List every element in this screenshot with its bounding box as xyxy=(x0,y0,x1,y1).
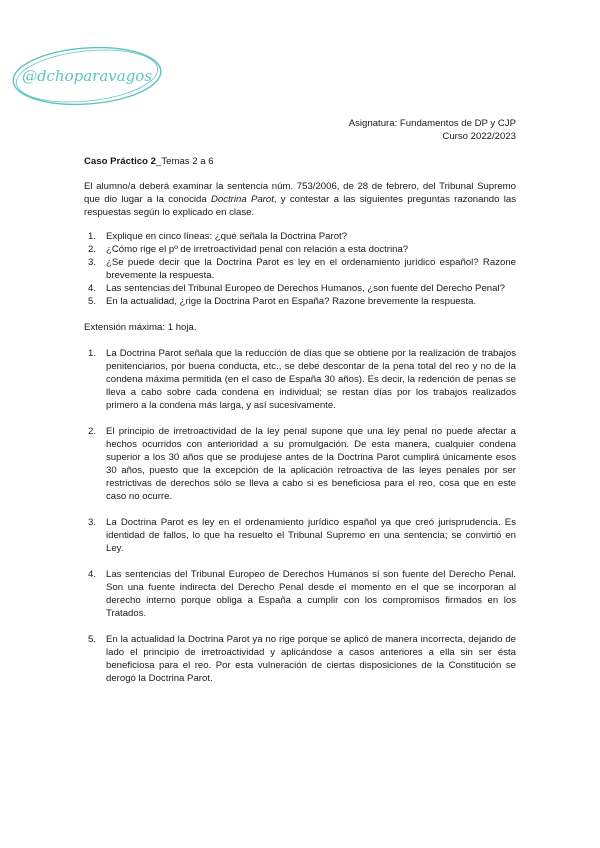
logo-watermark xyxy=(8,38,166,114)
answer-item xyxy=(84,568,516,620)
question-text: Explique en cinco líneas: ¿qué señala la Doctrina Parot? xyxy=(106,231,348,242)
answer-item xyxy=(84,516,516,555)
answer-item xyxy=(84,425,516,503)
question-text: Las sentencias del Tribunal Europeo de Derechos Humanos, ¿son fuente del Derecho Penal? xyxy=(106,283,505,294)
question-text: En la actualidad, ¿rige la Doctrina Parot en España? Razone brevemente la respuesta. xyxy=(106,296,477,307)
answer-text: Las sentencias del Tribunal Europeo de Derechos Humanos sí son fuente del Derecho Penal. Son una fuente indirecta del Derecho Penal desde el momento en el que se incorporan al derecho interno porque obliga a España a cumplir con los compromisos firmados en los Tratados. xyxy=(106,569,516,619)
answer-number: 4. xyxy=(88,569,97,580)
question-item xyxy=(84,256,516,282)
question-number: 1. xyxy=(88,231,97,242)
question-number: 3. xyxy=(88,257,97,268)
question-number: 2. xyxy=(88,244,97,255)
question-number: 4. xyxy=(88,283,97,294)
answer-number: 3. xyxy=(88,517,97,528)
logo-text: @dchoparavagos xyxy=(21,67,153,85)
intro-italic: Doctrina Parot xyxy=(210,194,274,205)
answer-number: 5. xyxy=(88,634,97,645)
intro-paragraph xyxy=(84,180,516,219)
document-header xyxy=(349,117,516,143)
question-number: 5. xyxy=(88,296,97,307)
question-item xyxy=(84,243,516,256)
intro-after: , y contestar a las siguientes preguntas razonando las respuestas según lo explicado en clase. xyxy=(84,194,516,218)
answer-item xyxy=(84,633,516,685)
answer-text: El principio de irretroactividad de la ley penal supone que una ley penal no puede afectar a hechos ocurridos con anterioridad a su promulgación. De esta manera, cualquier condena superior a los 30 años que se produjese antes de la Doctrina Parot cumplirá únicamente esos 30 años, puesto que la excepción de la aplicación retroactiva de las leyes penales por ser restrictivas de derechos sólo se lleva a cabo si es beneficiosa para el reo, cosa que en este caso no ocurre. xyxy=(106,426,516,502)
answer-text: En la actualidad la Doctrina Parot ya no rige porque se aplicó de manera incorrecta, dejando de lado el principio de irretroactividad y aplicándose a casos anteriores a ella sin ser ésta beneficiosa para el reo. Por esta vulneración de ciertas disposiciones de la Constitución se derogó la Doctrina Parot. xyxy=(106,634,516,684)
subject-line: Asignatura: Fundamentos de DP y CJP xyxy=(348,118,516,129)
document-body xyxy=(84,155,516,698)
answer-text: La Doctrina Parot señala que la reducción de días que se obtiene por la realización de trabajos penitenciarios, por buena conducta, etc., se debe descontar de la pena total del reo y no de la condena máxima permitida (en el caso de España 30 años). Es decir, la redención de penas se lleva a cabo sobre cada condena en individual; se restan días por los trabajos realizados primero a la condena más larga, y así sucesivamente. xyxy=(106,348,516,411)
intro-before: El alumno/a deberá examinar la sentencia núm. 753/2006, de 28 de febrero, del Tribunal Supremo que dio lugar a la conocida xyxy=(84,181,516,205)
question-item xyxy=(84,295,516,308)
answer-number: 2. xyxy=(88,426,97,437)
title-rest: _Temas 2 a 6 xyxy=(156,156,214,167)
answers-list xyxy=(84,347,516,685)
answer-item xyxy=(84,347,516,412)
document-title xyxy=(84,155,516,168)
extension-note: Extensión máxima: 1 hoja. xyxy=(84,322,197,333)
question-text: ¿Se puede decir que la Doctrina Parot es ley en el ordenamiento jurídico español? Razone brevemente la respuesta. xyxy=(106,257,516,281)
question-text: ¿Cómo rige el pº de irretroactividad penal con relación a esta doctrina? xyxy=(106,244,409,255)
answer-number: 1. xyxy=(88,348,97,359)
course-line: Curso 2022/2023 xyxy=(442,131,516,142)
question-item xyxy=(84,282,516,295)
question-item xyxy=(84,230,516,243)
questions-list xyxy=(84,230,516,308)
title-bold: Caso Práctico 2 xyxy=(84,156,156,167)
answer-text: La Doctrina Parot es ley en el ordenamiento jurídico español ya que creó jurisprudencia. Es identidad de fallos, lo que ha resuelto el Tribunal Supremo en una sentencia; se convirtió en Ley. xyxy=(106,517,516,554)
